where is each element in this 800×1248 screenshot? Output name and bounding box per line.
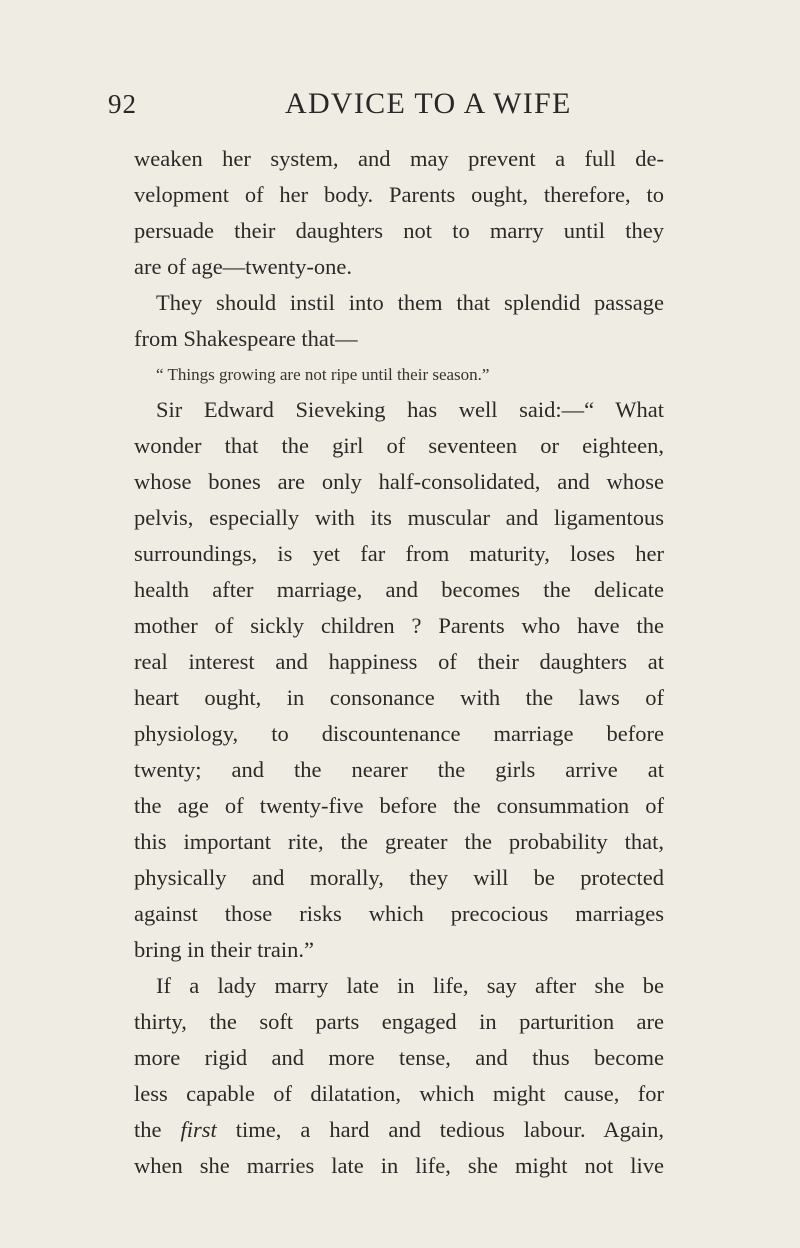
text-line: Sir Edward Sieveking has well said:—“ What (156, 397, 664, 422)
line-prefix: the (134, 1117, 162, 1142)
text-line: against those risks which precocious marriages (134, 901, 664, 926)
text-line: weaken her system, and may prevent a full de- (134, 146, 664, 171)
text-line: physiology, to discountenance marriage before (134, 721, 664, 746)
text-line: physically and morally, they will be protected (134, 865, 664, 890)
text-line: If a lady marry late in life, say after she be (156, 973, 664, 998)
text-line: when she marries late in life, she might not live (134, 1153, 664, 1178)
page-header (108, 86, 674, 122)
text-line: more rigid and more tense, and thus become (134, 1045, 664, 1070)
page-number: 92 (108, 89, 137, 119)
text-line: the age of twenty-five before the consummation of (134, 793, 664, 818)
quotation-line: “ Things growing are not ripe until their season.” (156, 365, 490, 384)
text-line: from Shakespeare that— (134, 326, 358, 351)
text-line: less capable of dilatation, which might cause, for (134, 1081, 664, 1106)
line-remainder: time, a hard and tedious labour. Again, (235, 1117, 665, 1142)
text-line: twenty; and the nearer the girls arrive at (134, 757, 664, 782)
text-line: persuade their daughters not to marry until they (134, 218, 664, 243)
text-line: whose bones are only half-consolidated, and whose (134, 469, 664, 494)
text-line: pelvis, especially with its muscular and ligamentous (134, 505, 664, 530)
emphasized-word: first (180, 1117, 217, 1142)
text-line: surroundings, is yet far from maturity, loses her (134, 541, 664, 566)
text-line: are of age—twenty-one. (134, 254, 353, 279)
text-line: wonder that the girl of seventeen or eighteen, (134, 433, 664, 458)
text-line: bring in their train.” (134, 937, 314, 962)
text-line: heart ought, in consonance with the laws of (134, 685, 664, 710)
text-line-with-emphasis (134, 1115, 664, 1145)
text-line: real interest and happiness of their daughters at (134, 649, 664, 674)
running-head-title: ADVICE TO A WIFE (285, 87, 572, 120)
text-line: this important rite, the greater the probability that, (134, 829, 664, 854)
text-line: thirty, the soft parts engaged in parturition are (134, 1009, 664, 1034)
text-line: mother of sickly children ? Parents who have the (134, 613, 664, 638)
text-line: They should instil into them that splendid passage (156, 290, 664, 315)
text-line: health after marriage, and becomes the delicate (134, 577, 664, 602)
text-line: velopment of her body. Parents ought, therefore, to (134, 182, 664, 207)
